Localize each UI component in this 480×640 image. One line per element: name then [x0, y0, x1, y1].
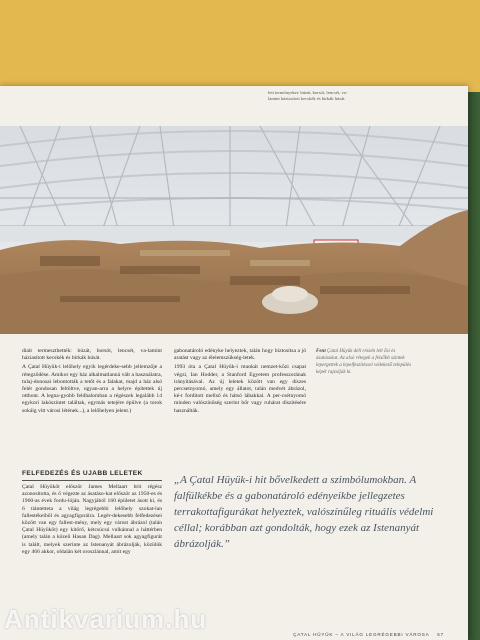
top-text-line: lamint háziasított kecskék és birkák húsát. [268, 96, 346, 101]
excavation-photo-illustration [0, 126, 468, 334]
page-footer [287, 632, 444, 637]
caption-label: Fent [316, 349, 326, 354]
watermark-logo: Antikvarium.hu [4, 604, 208, 634]
paragraph: diait termeszthették: búzát, borsót, lencsét, va-lamint háziasított kecskék és birkák húsát. [22, 348, 162, 362]
paragraph: 1993 óta a Çatal Hüyük-i munkát nemzet-közi csapat végzi, Ian Hodder, a Stanford Egyetem professzorának irányításával. Az új leletek között van egy díszes percsetnyomó, amely egy állatot, talán medvét ábrázol, ké-t fordított mellső és hátsó lábakkal. A per-csétnyomó minden valószínűség szerint bőr vagy ruhárat díszítésére használták. [174, 364, 306, 414]
text-column-1 [22, 348, 162, 417]
text-column-3 [22, 484, 162, 558]
page-number: 57 [437, 632, 444, 637]
text-column-2 [174, 348, 306, 417]
paragraph: gabonatároló edényke helyeztek, talán hogy biztosítsa a jó aratást vagy az élelemszükség-letek. [174, 348, 306, 362]
book-page [0, 86, 468, 640]
book-spine-edge [466, 92, 480, 640]
caption-text: Çatal Hüyük déli részén lelt ősi és ásatásokat. Az alsó rétegek a felsőbb szintek lepergettek a lepelfeszítéssel védekező település képét rajzolják ki. [316, 349, 412, 375]
pull-quote: „A Çatal Hüyük-i hit bővelkedett a szimbólumokban. A falfülkékbe és a gabonatároló edényeikbe jellegzetes terrakottafigurákat helyeztek, valószínűleg rituális védelmi céllal; korábban azt gondolták, hogy ezek az Istenanyát ábrázolják.” [174, 474, 434, 550]
paragraph: A Çatal Hüyük-i lelőhely egyik legérdeke-sebb jellemzője a rétegződése. Amikor egy ház alkalmatlanná vált a használatra, tulaj-donosai lebontották a tetőt és a falakat, majd a ház alsó felét gondosan feltöltve, ugyan-arra a helyre építettek új otthont. A legna-gyobb feldhalomban a régészek legalább 14 egykori lakószintet találtak, egymás tetejére épülve (a torok sokáig vitt városi létének...), a lelőhelyen jelent.) [22, 364, 162, 414]
running-head: ÇATAL HÜYÜK – A VILÁG LEGRÉGEBBI VÁROSA [293, 632, 430, 637]
top-text-line: lett termőnyeket: búzát, borsót, lencsét, va- [268, 90, 348, 95]
section-heading: FELFEDEZÉS ÉS UJABB LELETEK [22, 470, 162, 481]
excavation-photo [0, 126, 468, 334]
top-text-fragment [0, 86, 468, 108]
photo-caption [316, 348, 412, 376]
paragraph: Çatal Hüyüköt először James Mellaart brit régész azonosította, és ő végezte az ásatáso-kat először az 1950-es és 1960-as évek fordu-lóján. Nagyjából 160 épületet ásott ki, és 6 tiántetteta a világ legrégebbi lelőhely szokat-lan fallestékeiből és agyagfiguráira. Legér-dekesebb felfedezései között van egy fallest-mény, mely egy várost ábrázol (talán Çatal Hüyüköt) egy kitörő, kétcsúcsú vulkánnal a háttérben (amely talán a közeli Hasan Dag). Mellaart sok agyagfigurát is talált, melyek szerinte az Istenanyát ábrázolják, közülük egy 466 akkor, oldalán két oroszlánnal, amit egy [22, 484, 162, 555]
